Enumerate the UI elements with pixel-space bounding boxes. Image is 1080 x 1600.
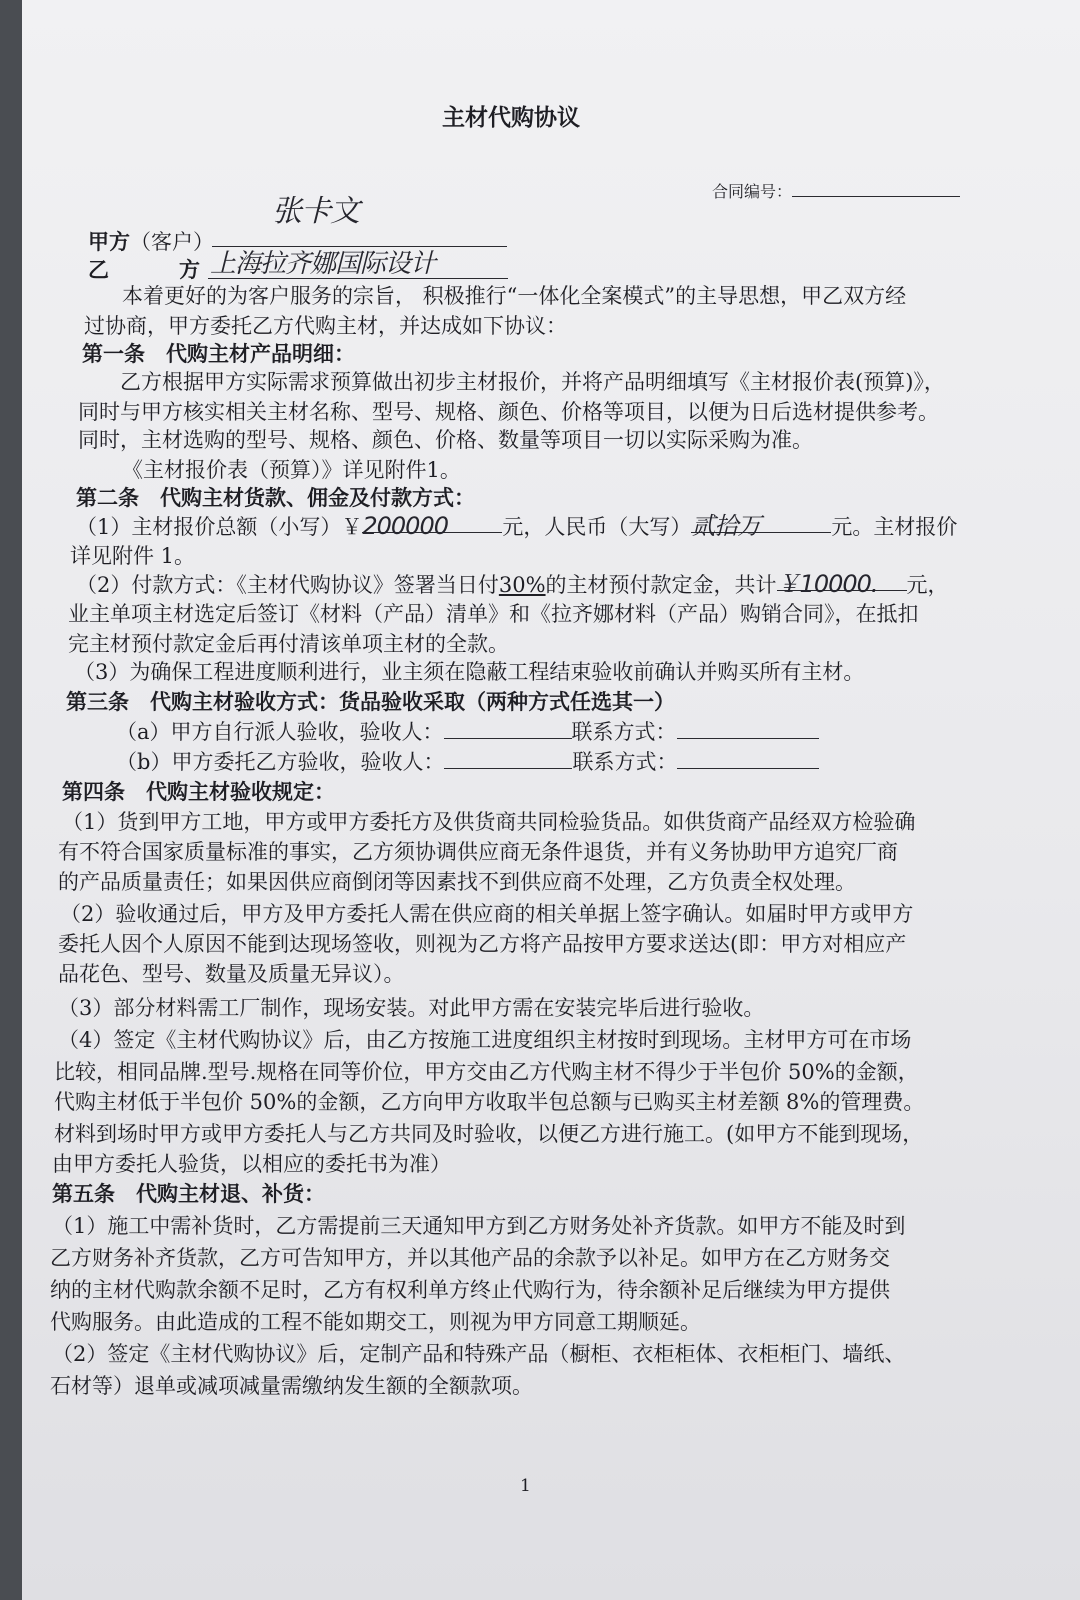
article-5-heading: 第五条 代购主材退、补货：: [52, 1181, 325, 1206]
party-a-label: 甲方: [88, 229, 130, 254]
article-4-item-4-line-1: （4）签定《主材代购协议》后，由乙方按施工进度组织主材按时到现场。主材甲方可在市场: [58, 1028, 912, 1052]
article-1-line-4: 《主材报价表（预算）》详见附件1。: [122, 458, 461, 482]
article-3-option-b: [116, 748, 819, 776]
page-number: 1: [520, 1476, 531, 1496]
article-5-item-2-line-1: （2）签定《主材代购协议》后，定制产品和特殊产品（橱柜、衣柜柜体、衣柜柜门、墙纸、: [52, 1342, 906, 1366]
party-a-sub-label: （客户）: [130, 230, 214, 254]
party-b-signature: 上海拉齐娜国际设计: [210, 249, 436, 279]
article-4-item-2-line-2: 委托人因个人原因不能到达现场签收，则视为乙方将产品按甲方要求送达(即：甲方对相应产: [58, 932, 907, 956]
party-a-row: [88, 228, 214, 256]
article-4-heading: 第四条 代购主材验收规定：: [62, 779, 335, 804]
article-4-item-4-line-2: 比较，相同品牌.型号.规格在同等价位，甲方交由乙方代购主材不得少于半包价 50%的金额，: [54, 1060, 919, 1084]
option-b-contact-label: 联系方式：: [572, 750, 678, 774]
article-3-option-a: [116, 718, 819, 746]
option-b-contact-blank: [677, 748, 819, 769]
article-2-heading: 第二条 代购主材货款、佣金及付款方式：: [76, 485, 475, 510]
article-3-heading: 第三条 代购主材验收方式：货品验收采取（两种方式任选其一）: [66, 689, 675, 714]
article-2-item-1-prefix: （1）主材报价总额（小写）￥: [76, 515, 363, 539]
article-4-item-1-line-2: 有不符合国家质量标准的事实，乙方须协调供应商无条件退货，并有义务协助甲方追究厂商: [58, 840, 898, 864]
article-2-item-1-line-2: 详见附件 1。: [70, 544, 196, 568]
article-2-item-1-mid: 元，人民币（大写）: [502, 515, 692, 539]
party-b-underline: [208, 258, 508, 279]
article-3-option-b-label: （b）甲方委托乙方验收，验收人：: [116, 750, 445, 774]
article-5-item-1-line-1: （1）施工中需补货时，乙方需提前三天通知甲方到乙方财务处补齐货款。如甲方不能及时到: [52, 1214, 906, 1238]
article-2-item-2-suffix: 元，: [906, 573, 949, 597]
article-5-item-1-line-4: 代购服务。由此造成的工程不能如期交工，则视为甲方同意工期顺延。: [50, 1310, 701, 1334]
article-3-option-a-label: （a）甲方自行派人验收，验收人：: [116, 720, 444, 744]
total-amount-handwritten: 200000: [362, 512, 502, 533]
article-4-item-3: （3）部分材料需工厂制作，现场安装。对此甲方需在安装完毕后进行验收。: [58, 996, 765, 1020]
article-2-item-1-suffix: 元。主材报价: [831, 515, 958, 539]
intro-line-2: 过协商，甲方委托乙方代购主材，并达成如下协议：: [84, 314, 567, 338]
intro-line-1: 本着更好的为客户服务的宗旨， 积极推行“一体化全案模式”的主导思想，甲乙双方经: [122, 284, 907, 308]
article-2-item-1: [76, 512, 957, 541]
document-title: 主材代购协议: [442, 104, 580, 131]
party-a-signature: 张卡文: [272, 194, 359, 229]
article-2-item-2-mid: 的主材预付款定金，共计: [545, 573, 777, 597]
article-5-item-2-line-2: 石材等）退单或减项减量需缴纳发生额的全额款项。: [50, 1374, 533, 1398]
article-5-item-1-line-3: 纳的主材代购款余额不足时，乙方有权利单方终止代购行为，待余额补足后继续为甲方提供: [50, 1278, 890, 1302]
article-4-item-4-line-4: 材料到场时甲方或甲方委托人与乙方共同及时验收，以便乙方进行施工。(如甲方不能到现场，: [54, 1122, 924, 1146]
article-2-item-3: （3）为确保工程进度顺利进行，业主须在隐蔽工程结束验收前确认并购买所有主材。: [74, 660, 865, 684]
article-4-item-1-line-3: 的产品质量责任；如果因供应商倒闭等因素找不到供应商不处理，乙方负责全权处理。: [58, 870, 856, 894]
article-2-item-2: [76, 570, 949, 599]
article-2-item-2-line-2: 业主单项主材选定后签订《材料（产品）清单》和《拉齐娜材料（产品）购销合同》，在抵扣: [68, 602, 919, 626]
contract-number: [712, 176, 960, 206]
option-a-contact-label: 联系方式：: [571, 720, 677, 744]
party-b-label-1: 乙: [88, 257, 109, 282]
article-2-item-2-prefix: （2）付款方式：《主材代购协议》签署当日付: [76, 573, 499, 597]
article-2-item-2-line-3: 完主材预付款定金后再付清该单项主材的全款。: [68, 632, 509, 656]
deposit-amount-handwritten: ￥10000.: [777, 570, 907, 591]
article-4-item-1-line-1: （1）货到甲方工地，甲方或甲方委托方及供货商共同检验货品。如供货商产品经双方检验确: [62, 810, 916, 834]
option-a-inspector-blank: [444, 718, 572, 739]
total-amount-words-handwritten: 贰拾万: [691, 512, 831, 533]
article-1-heading: 第一条 代购主材产品明细：: [82, 341, 355, 366]
contract-number-label: 合同编号：: [712, 182, 793, 201]
article-1-line-1: 乙方根据甲方实际需求预算做出初步主材报价，并将产品明细填写《主材报价表(预算)》，: [120, 370, 945, 394]
option-a-contact-blank: [677, 718, 819, 739]
option-b-inspector-blank: [444, 748, 572, 769]
contract-number-blank: [792, 176, 960, 197]
party-a-underline: [212, 226, 507, 247]
article-4-item-4-line-3: 代购主材低于半包价 50%的金额，乙方向甲方收取半包总额与已购买主材差额 8%的管理费。: [54, 1090, 925, 1114]
article-5-item-1-line-2: 乙方财务补齐货款，乙方可告知甲方，并以其他产品的余款予以补足。如甲方在乙方财务交: [50, 1246, 890, 1270]
party-b-row: [88, 256, 200, 284]
article-4-item-4-line-5: 由甲方委托人验货，以相应的委托书为准）: [52, 1152, 451, 1176]
party-b-label-2: 方: [179, 257, 200, 282]
article-1-line-3: 同时，主材选购的型号、规格、颜色、价格、数量等项目一切以实际采购为准。: [78, 428, 813, 452]
article-4-item-2-line-3: 品花色、型号、数量及质量无异议）。: [58, 962, 405, 986]
deposit-percentage: 30%: [498, 573, 546, 597]
article-4-item-2-line-1: （2）验收通过后，甲方及甲方委托人需在供应商的相关单据上签字确认。如届时甲方或甲方: [60, 902, 914, 926]
article-1-line-2: 同时与甲方核实相关主材名称、型号、规格、颜色、价格等项目，以便为日后选材提供参考。: [78, 400, 939, 424]
document-page: [22, 0, 1080, 1600]
